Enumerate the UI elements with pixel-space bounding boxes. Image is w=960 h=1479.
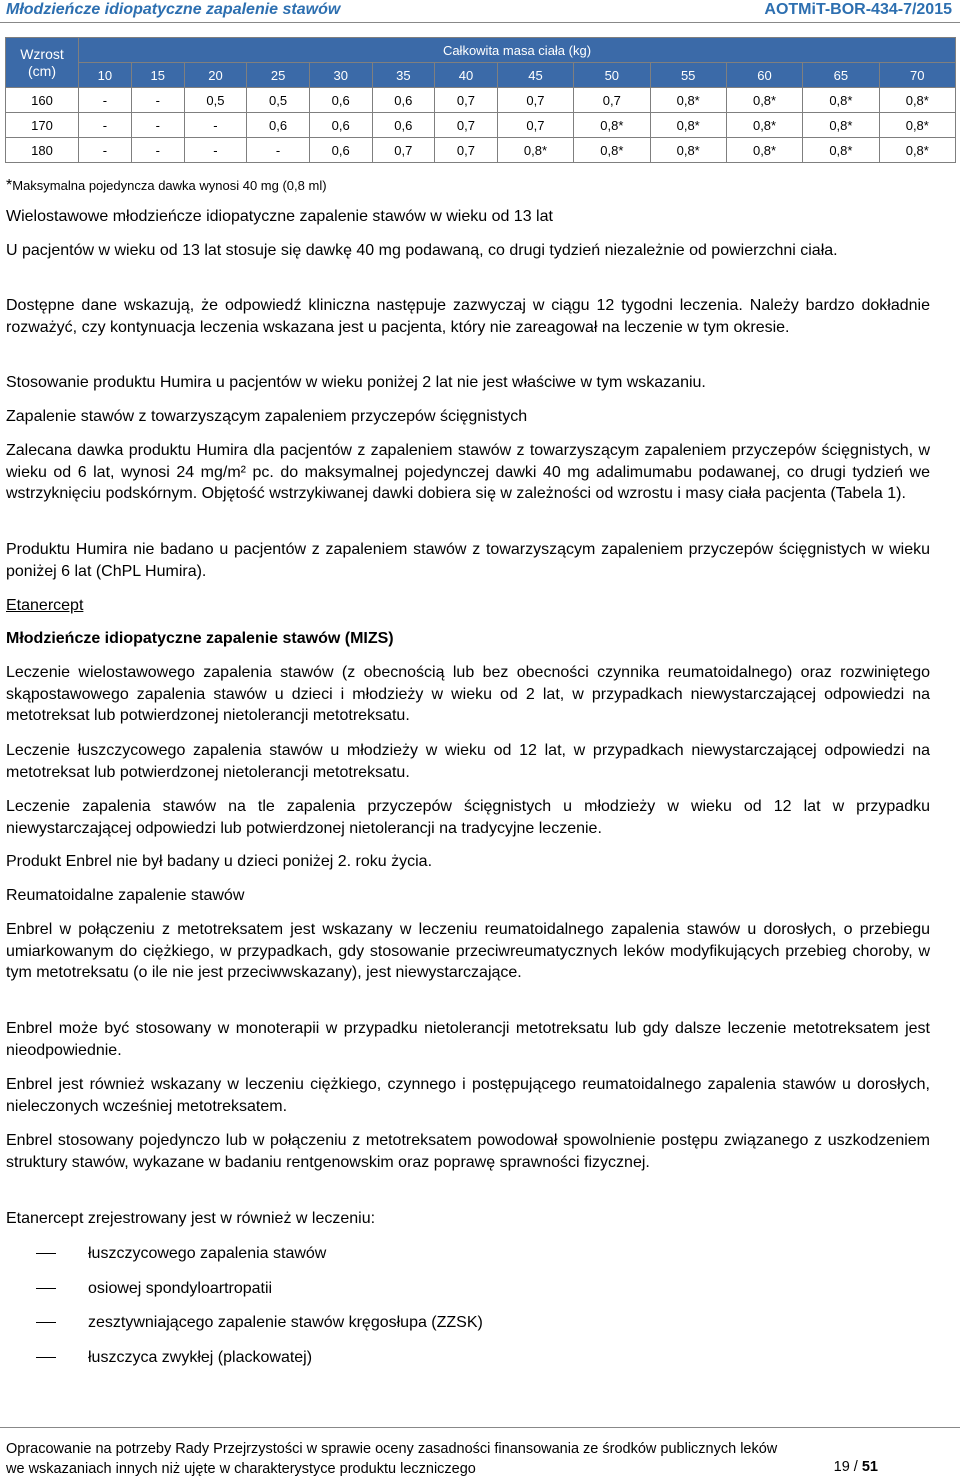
section-heading-wielostawowe: Wielostawowe młodzieńcze idiopatyczne zapalenie stawów w wieku od 13 lat [6, 208, 553, 225]
height-cell: 160 [6, 88, 79, 113]
paragraph: Produktu Humira nie badano u pacjentów z zapaleniem stawów z towarzyszącym zapaleniem przyczepów ścięgnistych w wieku poniżej 6 lat (ChPL Humira). [6, 541, 930, 580]
header-title: Młodzieńcze idiopatyczne zapalenie stawów [6, 1, 341, 18]
dose-cell: 0,6 [372, 88, 435, 113]
dose-cell: 0,8* [574, 113, 650, 138]
dose-cell: - [184, 113, 247, 138]
dose-cell: 0,7 [435, 88, 498, 113]
dose-cell: 0,8* [879, 113, 955, 138]
dash-icon [36, 1357, 56, 1358]
footnote-text: Maksymalna pojedyncza dawka wynosi 40 mg (0,8 ml) [12, 178, 327, 193]
heading-mizs: Młodzieńcze idiopatyczne zapalenie stawów (MIZS) [6, 630, 394, 647]
dose-cell: 0,8* [803, 138, 879, 163]
paragraph: Produkt Enbrel nie był badany u dzieci poniżej 2. roku życia. [6, 853, 433, 870]
page-number [834, 1459, 878, 1475]
dose-cell: 0,6 [309, 88, 372, 113]
dose-cell: 0,7 [497, 113, 573, 138]
dose-cell: 0,7 [574, 88, 650, 113]
dose-cell: 0,5 [184, 88, 247, 113]
table-group-header: Całkowita masa ciała (kg) [79, 38, 956, 63]
dose-cell: - [247, 138, 310, 163]
dose-cell: 0,6 [309, 138, 372, 163]
table-row [6, 88, 956, 113]
paragraph: Zalecana dawka produktu Humira dla pacjentów z zapaleniem stawów z towarzyszącym zapaleniem przyczepów ścięgnistych, w wieku od 6 lat, wynosi 24 mg/m² pc. do maksymalnej pojedynczej dawki 40 mg adalimumabu podawanej, co drugi tydzień we wstrzyknięciu podskórnym. Objętość wstrzykiwanej dawki dobiera się w zależności od wzrostu i masy ciała pacjenta (Tabela 1). [6, 442, 930, 502]
list-item-text: zesztywniającego zapalenie stawów kręgosłupa (ZZSK) [88, 1314, 483, 1331]
list-item-text: łuszczycowego zapalenia stawów [88, 1245, 327, 1262]
table-footnote [6, 176, 327, 196]
weight-header: 30 [309, 63, 372, 88]
section-heading-entesitis: Zapalenie stawów z towarzyszącym zapaleniem przyczepów ścięgnistych [6, 408, 528, 425]
weight-header: 35 [372, 63, 435, 88]
dose-cell: - [131, 138, 184, 163]
dose-cell: 0,8* [726, 88, 802, 113]
section-heading-rzs: Reumatoidalne zapalenie stawów [6, 887, 245, 904]
paragraph: Enbrel stosowany pojedynczo lub w połączeniu z metotreksatem powodował spowolnienie postępu związanego z uszkodzeniem struktury stawów, wykazane w badaniu rentgenowskim oraz poprawę sprawności fizycznej. [6, 1132, 930, 1171]
weight-header: 65 [803, 63, 879, 88]
weight-header: 20 [184, 63, 247, 88]
weight-header: 50 [574, 63, 650, 88]
table-header-row [6, 38, 956, 63]
dose-cell: 0,8* [726, 113, 802, 138]
dose-cell: - [131, 113, 184, 138]
height-cell: 170 [6, 113, 79, 138]
corner-label: Wzrost (cm) [20, 45, 64, 79]
paragraph: Dostępne dane wskazują, że odpowiedź kliniczna następuje zazwyczaj w ciągu 12 tygodni leczenia. Należy bardzo dokładnie rozważyć, czy kontynuacja leczenia wskazana jest u pacjenta, który nie zareagował na leczenie w tym okresie. [6, 297, 930, 336]
dose-cell: 0,7 [497, 88, 573, 113]
height-cell: 180 [6, 138, 79, 163]
dose-cell: 0,8* [497, 138, 573, 163]
dose-cell: - [131, 88, 184, 113]
dose-cell: - [79, 138, 132, 163]
weight-header: 15 [131, 63, 184, 88]
header-divider [0, 22, 960, 23]
dose-cell: - [184, 138, 247, 163]
paragraph: U pacjentów w wieku od 13 lat stosuje się dawkę 40 mg podawaną, co drugi tydzień niezależnie od powierzchni ciała. [6, 242, 838, 259]
dosage-table [5, 37, 956, 163]
weight-header: 40 [435, 63, 498, 88]
dose-cell: 0,6 [309, 113, 372, 138]
list-item-text: łuszczyca zwykłej (plackowatej) [88, 1349, 313, 1366]
weight-header: 70 [879, 63, 955, 88]
paragraph: Leczenie wielostawowego zapalenia stawów (z obecnością lub bez obecności czynnika reumatoidalnego) oraz rozwiniętego skąpostawowego zapalenia stawów u dzieci i młodzieży w wieku od 2 lat, w przypadkach niewystarczającej odpowiedzi na metotreksat lub potwierdzonej nietolerancji metotreksatu. [6, 664, 930, 724]
dose-cell: 0,8* [803, 113, 879, 138]
dose-cell: - [79, 88, 132, 113]
weight-header: 10 [79, 63, 132, 88]
paragraph: Etanercept zrejestrowany jest w również w leczeniu: [6, 1210, 376, 1227]
list-item-text: osiowej spondyloartropatii [88, 1280, 273, 1297]
dash-icon [36, 1288, 56, 1289]
header-code: AOTMiT-BOR-434-7/2015 [764, 1, 952, 18]
footer-divider [0, 1427, 960, 1428]
dash-icon [36, 1253, 56, 1254]
weight-header: 55 [650, 63, 726, 88]
page-header [0, 0, 960, 22]
dose-cell: 0,8* [879, 88, 955, 113]
table-row [6, 113, 956, 138]
paragraph: Enbrel w połączeniu z metotreksatem jest wskazany w leczeniu reumatoidalnego zapalenia stawów u dorosłych, o przebiegu umiarkowanym do ciężkiego, w przypadkach, gdy stosowanie przeciwreumatycznych leków modyfikujących przebieg choroby, w tym metotreksatu (o ile nie jest przeciwwskazany), jest niewystarczające. [6, 921, 930, 981]
dose-cell: 0,8* [879, 138, 955, 163]
dose-cell: 0,8* [650, 113, 726, 138]
paragraph: Enbrel jest również wskazany w leczeniu ciężkiego, czynnego i postępującego reumatoidalnego zapalenia stawów u dorosłych, nieleczonych wcześniej metotreksatem. [6, 1076, 930, 1115]
table-corner-header [6, 38, 79, 88]
footer-line-2: we wskazaniach innych niż ujęte w charakterystyce produktu leczniczego [6, 1461, 476, 1477]
weight-header: 60 [726, 63, 802, 88]
page-current: 19 [833, 1459, 850, 1475]
dose-cell: 0,6 [247, 113, 310, 138]
paragraph: Stosowanie produktu Humira u pacjentów w wieku poniżej 2 lat nie jest właściwe w tym wskazaniu. [6, 374, 706, 391]
weight-header: 45 [497, 63, 573, 88]
paragraph: Enbrel może być stosowany w monoterapii w przypadku nietolerancji metotreksatu lub gdy dalsze leczenie metotreksatem jest nieodpowiednie. [6, 1020, 930, 1059]
table-row [6, 138, 956, 163]
dose-cell: - [79, 113, 132, 138]
page-separator: / [849, 1459, 862, 1475]
dose-cell: 0,8* [726, 138, 802, 163]
dose-cell: 0,7 [435, 138, 498, 163]
dose-cell: 0,5 [247, 88, 310, 113]
weight-header: 25 [247, 63, 310, 88]
dose-cell: 0,8* [650, 88, 726, 113]
dose-cell: 0,8* [803, 88, 879, 113]
footer-line-1: Opracowanie na potrzeby Rady Przejrzystości w sprawie oceny zasadności finansowania ze środków publicznych leków [6, 1441, 778, 1457]
page-total: 51 [861, 1459, 878, 1475]
dose-cell: 0,7 [372, 138, 435, 163]
table-body [6, 88, 956, 163]
table-weights-row [6, 63, 956, 88]
dose-cell: 0,6 [372, 113, 435, 138]
footnote-star: * [6, 177, 13, 194]
heading-etanercept: Etanercept [6, 597, 84, 614]
dose-cell: 0,8* [574, 138, 650, 163]
paragraph: Leczenie łuszczycowego zapalenia stawów u młodzieży w wieku od 12 lat, w przypadkach niewystarczającej odpowiedzi na metotreksat lub potwierdzonej nietolerancji metotreksatu. [6, 742, 930, 781]
dose-cell: 0,8* [650, 138, 726, 163]
dash-icon [36, 1322, 56, 1323]
dose-cell: 0,7 [435, 113, 498, 138]
paragraph: Leczenie zapalenia stawów na tle zapalenia przyczepów ścięgnistych u młodzieży w wieku od 12 lat w przypadku niewystarczającej odpowiedzi lub potwierdzonej nietolerancji na tradycyjne leczenie. [6, 798, 930, 837]
